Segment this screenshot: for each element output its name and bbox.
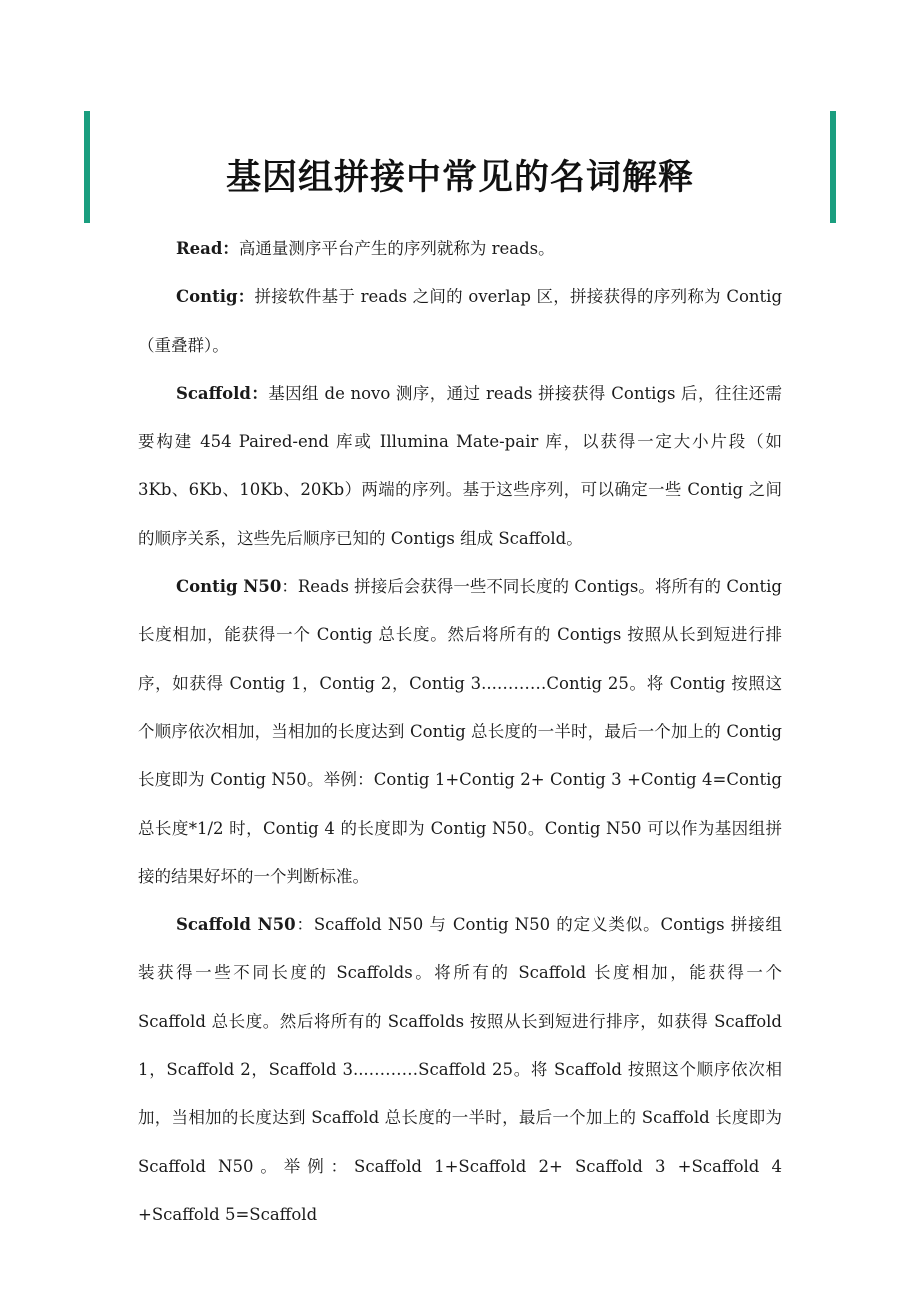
definition-scaffold: 基因组 de novo 测序，通过 reads 拼接获得 Contigs 后，往往还需要构建 454 Paired-end 库或 Illumina Mate-pair 库，以获得一定大小片段（如 3Kb、6Kb、10Kb、20Kb）两端的序列。基于这些序列，可以确定一些 Contig 之间的顺序关系，这些先后顺序已知的 Contigs 组成 Scaffold。 xyxy=(138,383,782,548)
term-contig-n50: Contig N50 xyxy=(175,577,282,597)
term-read: Read： xyxy=(175,239,239,258)
definition-contig-n50: ：Reads 拼接后会获得一些不同长度的 Contigs。将所有的 Contig 长度相加，能获得一个 Contig 总长度。然后将所有的 Contigs 按照从长到短进行排序，如获得 Contig 1，Contig 2，Contig 3...………Contig 25。将 Contig 按照这个顺序依次相加，当相加的长度达到 Contig 总长度的一半时，最后一个加上的 Contig 长度即为 Contig N50。举例：Contig 1+Contig 2+ Contig 3 +Contig 4=Contig 总长度*1/2 时，Contig 4 的长度即为 Contig N50。Contig N50 可以作为基因组拼接的结果好坏的一个判断标准。 xyxy=(138,577,782,886)
term-contig: Contig： xyxy=(175,287,255,307)
paragraph-contig-n50 xyxy=(138,563,782,901)
paragraph-contig xyxy=(138,273,782,370)
document-body xyxy=(138,225,782,1239)
definition-read: 高通量测序平台产生的序列就称为 reads。 xyxy=(238,239,555,258)
term-scaffold-n50: Scaffold N50 xyxy=(175,915,296,935)
document-title: 基因组拼接中常见的名词解释 xyxy=(225,158,694,198)
definition-contig: 拼接软件基于 reads 之间的 overlap 区，拼接获得的序列称为 Contig（重叠群）。 xyxy=(138,287,783,355)
definition-scaffold-n50: ：Scaffold N50 与 Contig N50 的定义类似。Contigs 拼接组装获得一些不同长度的 Scaffolds。将所有的 Scaffold 长度相加，能获得一个 Scaffold 总长度。然后将所有的 Scaffolds 按照从长到短进行排序，如获得 Scaffold 1，Scaffold 2，Scaffold 3...………Scaffold 25。将 Scaffold 按照这个顺序依次相加，当相加的长度达到 Scaffold 总长度的一半时，最后一个加上的 Scaffold 长度即为 Scaffold N50。举例：Scaffold 1+Scaffold 2+ Scaffold 3 +Scaffold 4 +Scaffold 5=Scaffold xyxy=(138,915,782,1224)
paragraph-read xyxy=(138,225,782,273)
term-scaffold: Scaffold： xyxy=(175,383,269,403)
paragraph-scaffold-n50 xyxy=(138,901,782,1239)
paragraph-scaffold xyxy=(138,370,782,563)
